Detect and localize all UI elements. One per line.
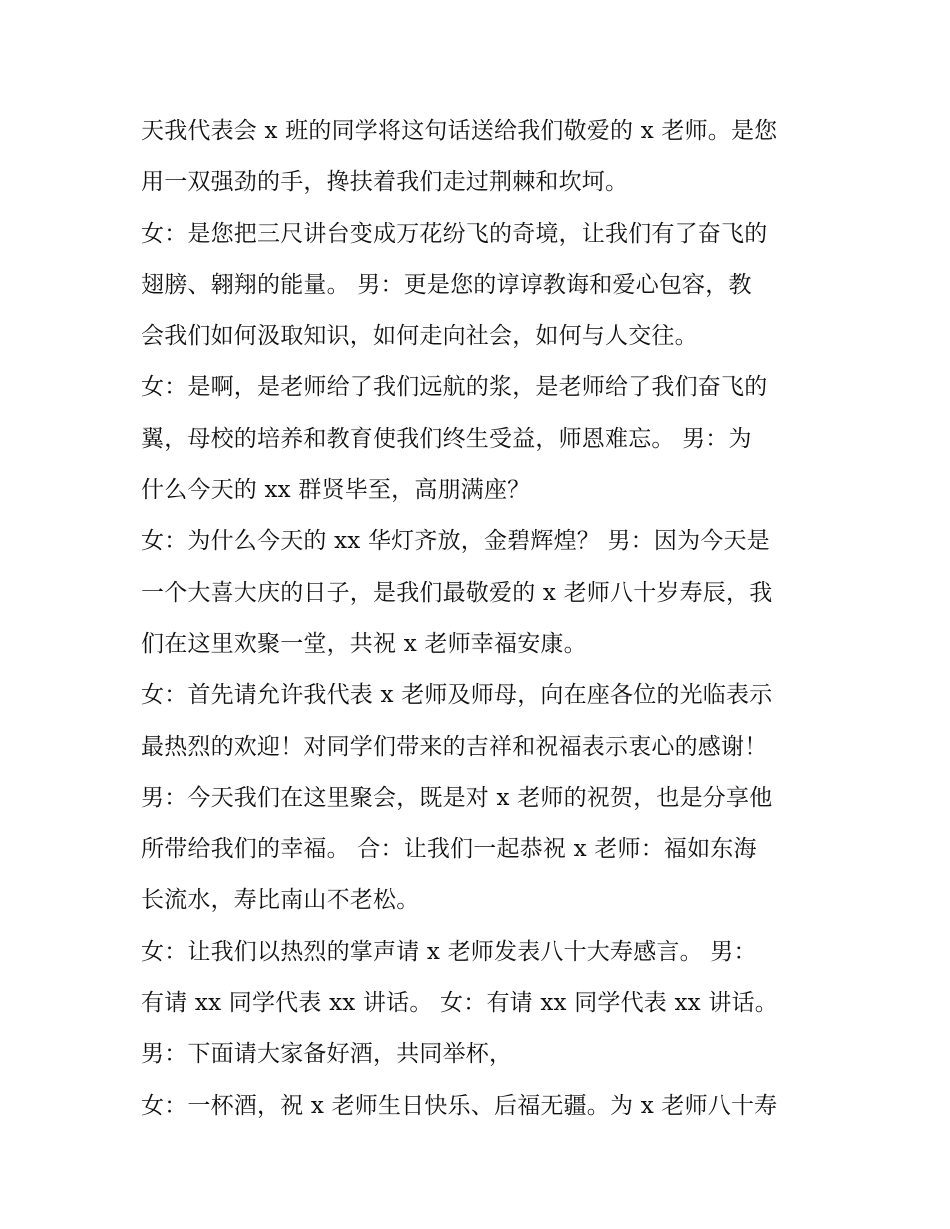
text-line: 女：让我们以热烈的掌声请 x 老师发表八十大寿感言。 男： <box>141 938 757 965</box>
text-line: 一个大喜大庆的日子，是我们最敬爱的 x 老师八十岁寿辰，我 <box>141 579 773 606</box>
text-line: 有请 xx 同学代表 xx 讲话。 女：有请 xx 同学代表 xx 讲话。 <box>141 990 778 1017</box>
text-line: 女：是啊，是老师给了我们远航的浆，是老师给了我们奋飞的 <box>141 374 768 401</box>
text-line: 翅膀、翱翔的能量。 男：更是您的谆谆教诲和爱心包容，教 <box>141 271 752 298</box>
text-line: 女：是您把三尺讲台变成万花纷飞的奇境，让我们有了奋飞的 <box>141 220 768 247</box>
text-line: 什么今天的 xx 群贤毕至，高朋满座？ <box>141 477 531 504</box>
document-body <box>141 106 821 1132</box>
text-line: 天我代表会 x 班的同学将这句话送给我们敬爱的 x 老师。是您 <box>141 118 778 144</box>
text-line: 会我们如何汲取知识，如何走向社会，如何与人交往。 <box>141 323 698 350</box>
text-line: 用一双强劲的手，搀扶着我们走过荆棘和坎坷。 <box>141 169 629 196</box>
text-line: 最热烈的欢迎！对同学们带来的吉祥和祝福表示衷心的感谢！ <box>141 733 768 760</box>
text-line: 翼，母校的培养和教育使我们终生受益，师恩难忘。 男：为 <box>141 425 752 452</box>
text-line: 所带给我们的幸福。 合：让我们一起恭祝 x 老师：福如东海 <box>141 836 757 863</box>
text-line: 女：一杯酒，祝 x 老师生日快乐、后福无疆。为 x 老师八十寿 <box>141 1092 778 1119</box>
text-line: 男：今天我们在这里聚会，既是对 x 老师的祝贺，也是分享他 <box>141 784 773 811</box>
text-line: 男：下面请大家备好酒，共同举杯， <box>141 1041 513 1068</box>
text-line: 女：为什么今天的 xx 华灯齐放，金碧辉煌？ 男：因为今天是 <box>141 528 770 555</box>
text-line: 长流水，寿比南山不老松。 <box>141 887 420 914</box>
text-line: 们在这里欢聚一堂，共祝 x 老师幸福安康。 <box>141 630 587 657</box>
text-line: 女：首先请允许我代表 x 老师及师母，向在座各位的光临表示 <box>141 682 773 709</box>
